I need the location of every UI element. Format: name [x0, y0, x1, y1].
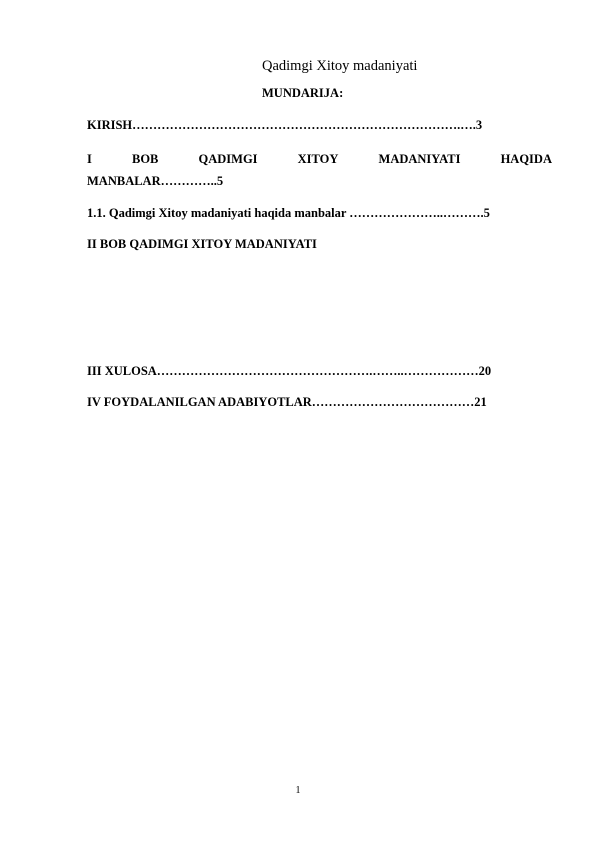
toc-entry-bob2: II BOB QADIMGI XITOY MADANIYATI — [87, 237, 317, 251]
toc-word: QADIMGI — [198, 152, 258, 166]
toc-word: BOB — [131, 152, 159, 166]
toc-word: I — [87, 152, 92, 166]
toc-entry-kirish: KIRISH…………………………………………………………………….….3 — [87, 118, 483, 132]
toc-entry-xulosa: III XULOSA…………………………………………….……..………………20 — [87, 364, 492, 378]
toc-entry-bob1-line1 — [87, 152, 552, 167]
toc-word: HAQIDA — [500, 152, 552, 166]
toc-heading: MUNDARIJA: — [262, 86, 344, 100]
toc-word: XITOY — [297, 152, 339, 166]
document-title: Qadimgi Xitoy madaniyati — [262, 58, 418, 74]
toc-entry-bob1-line2: MANBALAR…………..5 — [87, 174, 224, 188]
toc-word: MADANIYATI — [378, 152, 461, 166]
toc-entry-adabiyotlar: IV FOYDALANILGAN ADABIYOTLAR…………………………………21 — [87, 395, 487, 409]
toc-entry-1-1: 1.1. Qadimgi Xitoy madaniyati haqida manbalar …………………..……….5 — [87, 206, 490, 220]
page-number: 1 — [295, 785, 301, 796]
